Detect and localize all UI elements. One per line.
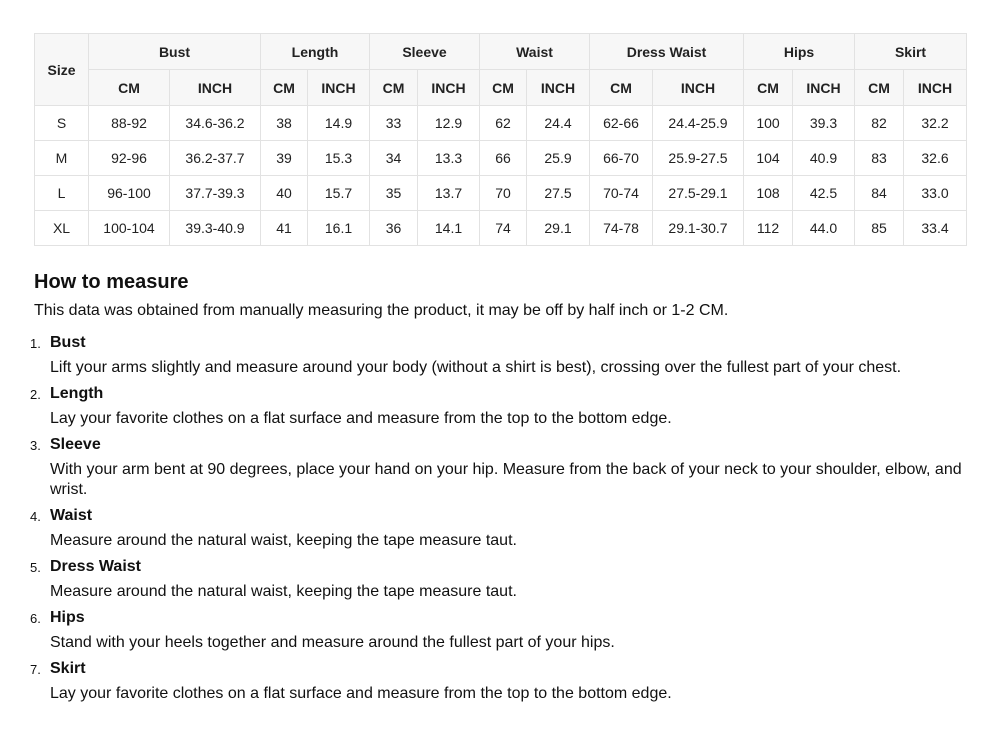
list-item [30, 659, 966, 704]
table-cell: 74-78 [590, 211, 653, 246]
step-description: Stand with your heels together and measure around the fullest part of your hips. [50, 634, 615, 651]
unit-header: CM [261, 70, 308, 106]
table-cell: 40.9 [793, 141, 855, 176]
list-item [30, 435, 966, 500]
group-header-hips: Hips [744, 34, 855, 70]
list-item [30, 506, 966, 551]
table-cell: 15.3 [308, 141, 370, 176]
step-description: Measure around the natural waist, keeping the tape measure taut. [50, 583, 517, 600]
step-number: 1. [30, 336, 41, 351]
unit-header: INCH [793, 70, 855, 106]
table-cell: 16.1 [308, 211, 370, 246]
measure-steps-list [30, 333, 966, 704]
table-cell: 39 [261, 141, 308, 176]
unit-header: CM [855, 70, 904, 106]
list-item [30, 557, 966, 602]
unit-header: CM [89, 70, 170, 106]
unit-header: INCH [527, 70, 590, 106]
group-header-bust: Bust [89, 34, 261, 70]
table-cell: 100-104 [89, 211, 170, 246]
size-cell: S [35, 106, 89, 141]
table-row [35, 176, 967, 211]
step-description: With your arm bent at 90 degrees, place your hand on your hip. Measure from the back of your neck to your shoulder, elbow, and wrist. [50, 461, 962, 498]
step-number: 3. [30, 438, 41, 453]
table-row [35, 106, 967, 141]
table-cell: 38 [261, 106, 308, 141]
how-to-measure-intro: This data was obtained from manually measuring the product, it may be off by half inch or 1-2 CM. [34, 302, 729, 319]
unit-header: CM [370, 70, 418, 106]
unit-header: INCH [170, 70, 261, 106]
table-cell: 104 [744, 141, 793, 176]
table-cell: 35 [370, 176, 418, 211]
table-cell: 13.7 [418, 176, 480, 211]
table-cell: 39.3 [793, 106, 855, 141]
group-header-waist: Waist [480, 34, 590, 70]
step-description: Lay your favorite clothes on a flat surface and measure from the top to the bottom edge. [50, 410, 672, 427]
table-cell: 36 [370, 211, 418, 246]
unit-header: CM [590, 70, 653, 106]
unit-header-row [35, 70, 967, 106]
unit-header: CM [744, 70, 793, 106]
table-cell: 39.3-40.9 [170, 211, 261, 246]
group-header-row [35, 34, 967, 70]
unit-header: INCH [904, 70, 967, 106]
unit-header: INCH [418, 70, 480, 106]
table-cell: 25.9-27.5 [653, 141, 744, 176]
table-cell: 13.3 [418, 141, 480, 176]
step-name: Bust [50, 334, 86, 351]
table-cell: 66-70 [590, 141, 653, 176]
how-to-measure-title: How to measure [34, 271, 189, 293]
step-name: Length [50, 385, 104, 402]
list-item [30, 384, 966, 429]
table-cell: 92-96 [89, 141, 170, 176]
table-cell: 33.0 [904, 176, 967, 211]
table-cell: 70-74 [590, 176, 653, 211]
list-item [30, 608, 966, 653]
table-cell: 34.6-36.2 [170, 106, 261, 141]
table-cell: 14.9 [308, 106, 370, 141]
table-cell: 27.5 [527, 176, 590, 211]
table-cell: 42.5 [793, 176, 855, 211]
table-cell: 41 [261, 211, 308, 246]
table-cell: 70 [480, 176, 527, 211]
table-cell: 88-92 [89, 106, 170, 141]
table-cell: 29.1 [527, 211, 590, 246]
table-row [35, 211, 967, 246]
table-cell: 33.4 [904, 211, 967, 246]
size-cell: L [35, 176, 89, 211]
table-cell: 15.7 [308, 176, 370, 211]
table-cell: 74 [480, 211, 527, 246]
table-cell: 62 [480, 106, 527, 141]
table-cell: 36.2-37.7 [170, 141, 261, 176]
table-cell: 112 [744, 211, 793, 246]
table-cell: 44.0 [793, 211, 855, 246]
unit-header: INCH [308, 70, 370, 106]
group-header-sleeve: Sleeve [370, 34, 480, 70]
table-cell: 27.5-29.1 [653, 176, 744, 211]
step-number: 7. [30, 662, 41, 677]
table-cell: 24.4-25.9 [653, 106, 744, 141]
step-number: 6. [30, 611, 41, 626]
size-cell: M [35, 141, 89, 176]
step-name: Dress Waist [50, 558, 141, 575]
table-row [35, 141, 967, 176]
table-cell: 84 [855, 176, 904, 211]
size-chart-table [34, 33, 967, 246]
table-cell: 66 [480, 141, 527, 176]
step-name: Waist [50, 507, 93, 524]
group-header-skirt: Skirt [855, 34, 967, 70]
size-cell: XL [35, 211, 89, 246]
size-header: Size [35, 34, 89, 106]
table-cell: 82 [855, 106, 904, 141]
step-number: 5. [30, 560, 41, 575]
table-cell: 62-66 [590, 106, 653, 141]
table-cell: 108 [744, 176, 793, 211]
table-cell: 32.2 [904, 106, 967, 141]
list-item [30, 333, 966, 378]
step-description: Lift your arms slightly and measure around your body (without a shirt is best), crossing over the fullest part of your chest. [50, 359, 902, 376]
table-cell: 40 [261, 176, 308, 211]
table-cell: 24.4 [527, 106, 590, 141]
table-cell: 100 [744, 106, 793, 141]
size-guide [30, 33, 966, 710]
step-number: 4. [30, 509, 41, 524]
table-cell: 83 [855, 141, 904, 176]
table-cell: 37.7-39.3 [170, 176, 261, 211]
group-header-dress-waist: Dress Waist [590, 34, 744, 70]
table-cell: 29.1-30.7 [653, 211, 744, 246]
group-header-length: Length [261, 34, 370, 70]
table-cell: 85 [855, 211, 904, 246]
unit-header: INCH [653, 70, 744, 106]
table-cell: 33 [370, 106, 418, 141]
table-cell: 96-100 [89, 176, 170, 211]
step-name: Hips [50, 609, 85, 626]
table-cell: 25.9 [527, 141, 590, 176]
step-number: 2. [30, 387, 41, 402]
step-name: Skirt [50, 660, 86, 677]
table-cell: 12.9 [418, 106, 480, 141]
step-description: Measure around the natural waist, keeping the tape measure taut. [50, 532, 517, 549]
step-description: Lay your favorite clothes on a flat surface and measure from the top to the bottom edge. [50, 685, 672, 702]
step-name: Sleeve [50, 436, 101, 453]
unit-header: CM [480, 70, 527, 106]
table-cell: 34 [370, 141, 418, 176]
table-cell: 32.6 [904, 141, 967, 176]
table-cell: 14.1 [418, 211, 480, 246]
